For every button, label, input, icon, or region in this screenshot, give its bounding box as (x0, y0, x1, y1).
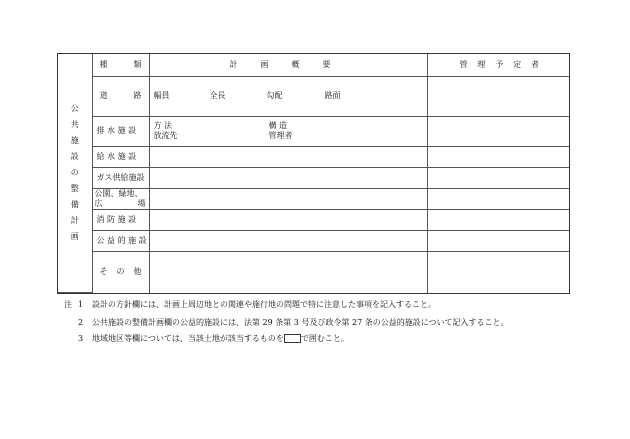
category-other (92, 251, 149, 292)
header-manager-char: 者 (531, 59, 539, 69)
category-drainage: 排 水 施 設 (92, 116, 149, 146)
notes-mark: 注 (64, 300, 72, 309)
note-number: 2 (78, 318, 84, 327)
other-manager-cell[interactable] (427, 251, 569, 292)
table-row-water (58, 146, 569, 167)
category-road-char: 路 (133, 91, 142, 101)
road-plan-cell[interactable] (149, 76, 427, 116)
public-manager-cell[interactable] (427, 230, 569, 251)
header-plan-char: 概 (291, 59, 300, 69)
note-item-2 (64, 318, 509, 328)
park-manager-cell[interactable] (427, 188, 569, 209)
header-plan-char: 要 (322, 59, 331, 69)
enclosure-box (284, 334, 301, 343)
table-header-row (58, 54, 569, 76)
road-width-label: 幅員 (153, 91, 170, 101)
header-manager-char: 理 (477, 59, 486, 69)
table-row-drainage (58, 116, 569, 146)
gas-plan-cell[interactable] (149, 167, 427, 188)
category-water-supply: 給 水 施 設 (92, 146, 149, 167)
note-text: 公共施設の整備計画欄の公益的施設には、法第 29 条第 3 号及び政令第 27 条の公益的施設について記入すること。 (92, 318, 509, 327)
category-fire-fighting: 消 防 施 設 (92, 209, 149, 230)
header-type-char: 種 (99, 59, 108, 69)
road-slope-label: 勾配 (266, 91, 283, 101)
header-manager-char: 管 (459, 59, 468, 69)
note-number: 1 (78, 300, 84, 309)
header-plan-summary (149, 54, 427, 76)
category-gas-supply: ガス供給施設 (92, 167, 149, 188)
water-plan-cell[interactable] (149, 146, 427, 167)
drainage-manager-cell[interactable] (427, 116, 569, 146)
section-label-char: 施 (70, 136, 79, 145)
section-label-char: 備 (70, 200, 79, 209)
table-row-other (58, 251, 569, 292)
header-manager-char: 予 (495, 59, 504, 69)
other-plan-cell[interactable] (149, 251, 427, 292)
section-label-char: 画 (70, 232, 79, 241)
category-public-interest: 公 益 的 施 設 (92, 230, 149, 251)
category-park-char: 広 (94, 198, 103, 208)
header-manager-char: 定 (513, 59, 522, 69)
section-label-char: 公 (70, 104, 79, 113)
header-plan-char: 画 (260, 59, 269, 69)
section-label-char: 計 (70, 216, 79, 225)
header-type-char: 類 (133, 59, 142, 69)
category-other-char: の (116, 267, 125, 277)
category-other-char: 他 (133, 267, 142, 277)
table-row-park (58, 188, 569, 209)
public-plan-cell[interactable] (149, 230, 427, 251)
category-road-char: 道 (99, 91, 108, 101)
road-length-label: 全長 (209, 91, 226, 101)
section-label-char: の (70, 168, 79, 177)
note-item-1 (64, 300, 436, 310)
drainage-manager-label: 管理者 (268, 131, 293, 141)
note-text-after: で囲むこと。 (300, 334, 349, 343)
category-park-green-plaza (92, 188, 149, 209)
fire-plan-cell[interactable] (149, 209, 427, 230)
table-row-road (58, 76, 569, 116)
water-manager-cell[interactable] (427, 146, 569, 167)
table-row-public-interest (58, 230, 569, 251)
gas-manager-cell[interactable] (427, 167, 569, 188)
header-plan-char: 計 (229, 59, 238, 69)
fire-manager-cell[interactable] (427, 209, 569, 230)
drainage-outlet-label: 放流先 (153, 131, 178, 141)
drainage-structure-label: 構 造 (268, 121, 288, 131)
note-number: 3 (78, 334, 84, 343)
public-facility-plan-form (57, 53, 570, 294)
section-label-vertical (58, 54, 92, 293)
section-label-char: 共 (70, 120, 79, 129)
note-text-before: 地域地区等欄については、当該土地が該当するものを (92, 334, 284, 343)
header-manager (427, 54, 569, 76)
category-other-char: そ (99, 267, 108, 277)
section-label-char: 設 (70, 152, 79, 161)
road-surface-label: 路面 (324, 91, 341, 101)
note-item-3 (64, 334, 349, 344)
drainage-method-label: 方 法 (153, 121, 173, 131)
category-park-line1: 公園、緑地、 (94, 188, 143, 198)
note-text: 設計の方針欄には、計画上周辺地との関連や施行地の問題で特に注意した事項を記入すること。 (92, 300, 436, 309)
drainage-plan-cell[interactable] (149, 116, 427, 146)
table-row-fire (58, 209, 569, 230)
public-facility-table (58, 54, 569, 293)
category-park-char: 場 (137, 198, 146, 208)
section-label-char: 整 (70, 184, 79, 193)
category-road (92, 76, 149, 116)
road-manager-cell[interactable] (427, 76, 569, 116)
header-type (92, 54, 149, 76)
table-row-gas (58, 167, 569, 188)
park-plan-cell[interactable] (149, 188, 427, 209)
